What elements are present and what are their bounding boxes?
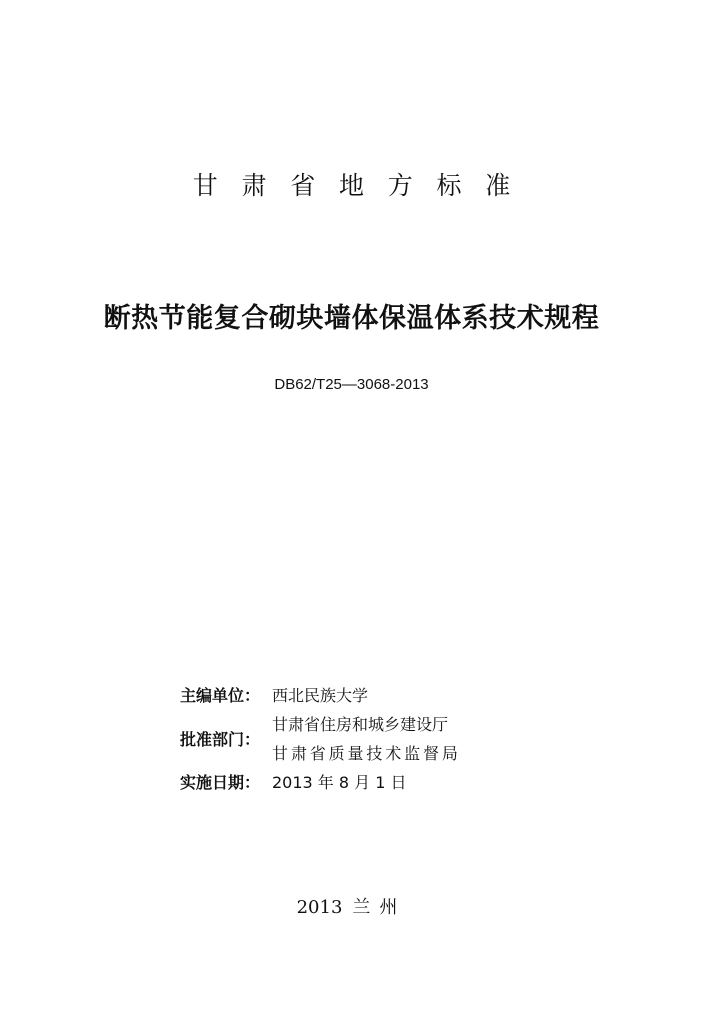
editor-value: 西北民族大学 <box>272 686 369 705</box>
approval-value-1: 甘肃省住房和城乡建设厅 <box>272 715 449 734</box>
date-value: 2013 年 8 月 1 日 <box>272 773 407 792</box>
document-title: 断热节能复合砌块墙体保温体系技术规程 <box>103 303 600 334</box>
standard-category-title: 甘肃省地方标准 <box>192 171 534 200</box>
approval-label: 批准部门： <box>180 729 261 749</box>
editor-label: 主编单位： <box>180 686 261 705</box>
footer <box>0 893 703 919</box>
footer-place: 兰州 <box>352 897 407 918</box>
approval-row <box>180 715 461 764</box>
date-label: 实施日期： <box>180 773 261 792</box>
footer-year: 2013 <box>296 897 343 918</box>
standard-number: DB62/T25—3068-2013 <box>274 376 429 393</box>
approval-value-2: 甘肃省质量技术监督局 <box>272 744 461 763</box>
approval-values <box>272 715 461 764</box>
date-row <box>180 773 461 793</box>
editor-row <box>180 686 461 706</box>
publication-info <box>180 686 461 802</box>
